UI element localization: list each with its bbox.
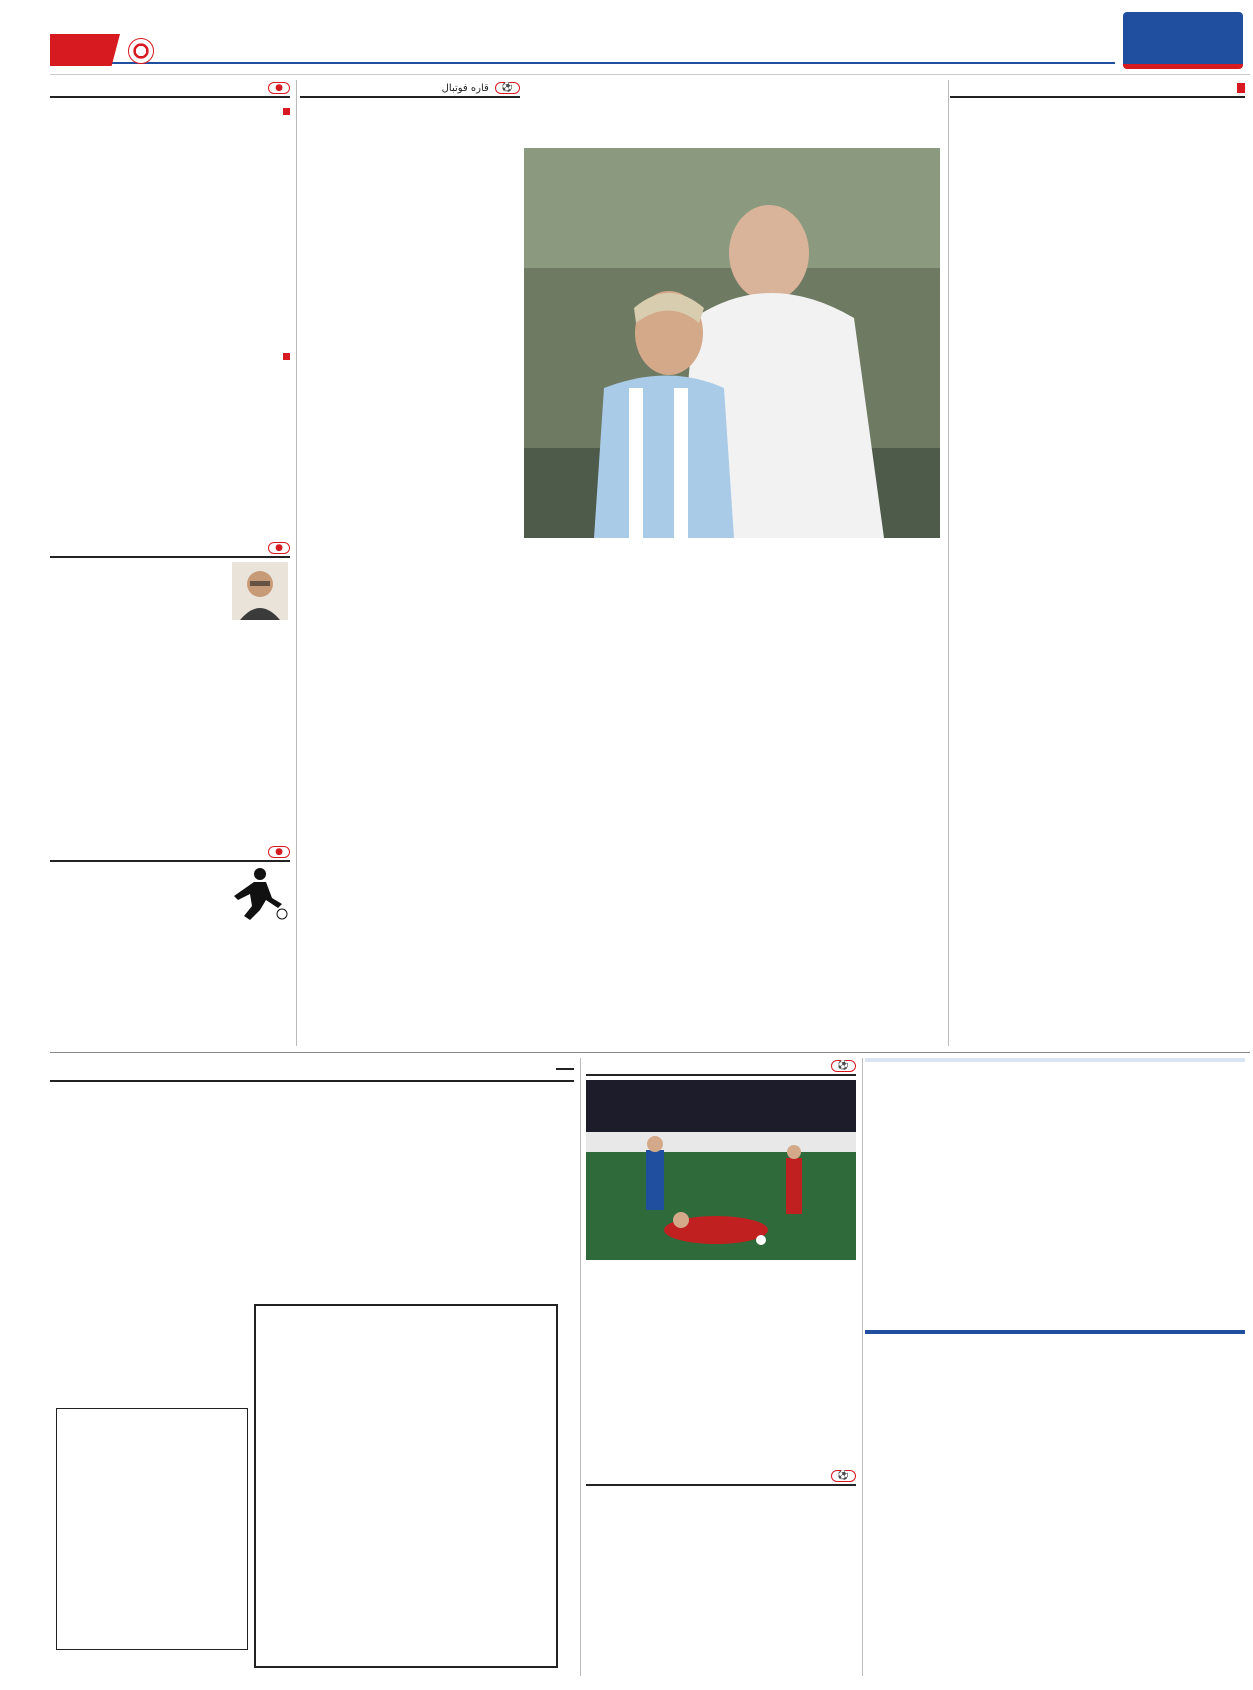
answer-grid — [56, 1408, 248, 1650]
column-rule — [296, 80, 297, 1046]
column-body — [50, 624, 290, 840]
page-header — [0, 0, 1253, 74]
tv-box — [50, 866, 290, 920]
page-divider — [50, 1052, 1250, 1053]
page-number — [50, 34, 120, 66]
crossword-header — [50, 1058, 574, 1082]
article-body — [865, 1338, 1245, 1608]
news-item-body — [50, 121, 290, 343]
news-item-body — [50, 366, 290, 534]
rubric-right — [950, 80, 1245, 98]
article-body — [950, 108, 1245, 1026]
rubric-women — [586, 1468, 856, 1486]
avatar — [232, 562, 288, 620]
column-rule — [862, 1058, 863, 1676]
right-column — [950, 80, 1245, 1046]
rubric-label: قاره فوتبال — [441, 82, 489, 94]
header-divider — [50, 74, 1250, 75]
match-illustration — [586, 1080, 856, 1260]
rubric-marker — [1237, 83, 1245, 93]
football-iran-column — [586, 1058, 856, 1676]
main-article — [300, 80, 940, 1046]
article-body — [586, 1490, 856, 1690]
source-line — [865, 1058, 1245, 1062]
news-item-title[interactable] — [50, 104, 290, 118]
article-body — [865, 1066, 1245, 1324]
bottom-right-column — [865, 1058, 1245, 1676]
main-article-continued — [300, 108, 514, 1046]
rubric-chip: ⚽ — [831, 1060, 856, 1072]
rubric-tv — [50, 844, 290, 862]
column-rule — [580, 1058, 581, 1676]
photo-illustration — [524, 148, 940, 538]
match-photo — [586, 1080, 856, 1260]
rubric-column — [50, 540, 290, 558]
rubric-football-iran — [586, 1058, 856, 1076]
main-article-body — [524, 546, 940, 1046]
rubric-chip: ● — [268, 542, 290, 554]
news-item-title[interactable] — [50, 349, 290, 363]
crossword-grid-area — [252, 1290, 574, 1670]
author-box — [230, 562, 290, 624]
crossword-grid[interactable] — [254, 1304, 558, 1668]
bullet-marker — [283, 108, 290, 115]
messi-bauza-photo — [524, 148, 940, 538]
column-header — [50, 562, 290, 624]
section-band — [865, 1330, 1245, 1334]
bullet-marker — [283, 353, 290, 360]
newspaper-logo[interactable] — [1123, 12, 1243, 69]
horizontal-clues — [252, 1086, 574, 1284]
rubric-chip: ⚽ — [831, 1470, 856, 1482]
crossword-section — [50, 1058, 574, 1676]
rubric-chip: ⚽ — [495, 82, 520, 94]
rubric-chip: ● — [268, 82, 290, 94]
rubric-main — [300, 80, 520, 98]
header-rule — [55, 62, 1115, 64]
rubric-left — [50, 80, 290, 98]
article-body — [586, 1266, 856, 1462]
crossword-title — [556, 1068, 574, 1070]
column-rule — [948, 80, 949, 1046]
grid-row-numbers — [560, 1304, 574, 1664]
left-column — [50, 80, 290, 1046]
footballer-silhouette-icon — [220, 866, 290, 920]
vertical-clues — [50, 1086, 246, 1386]
rubric-chip: ● — [268, 846, 290, 858]
football-icon — [128, 38, 154, 64]
